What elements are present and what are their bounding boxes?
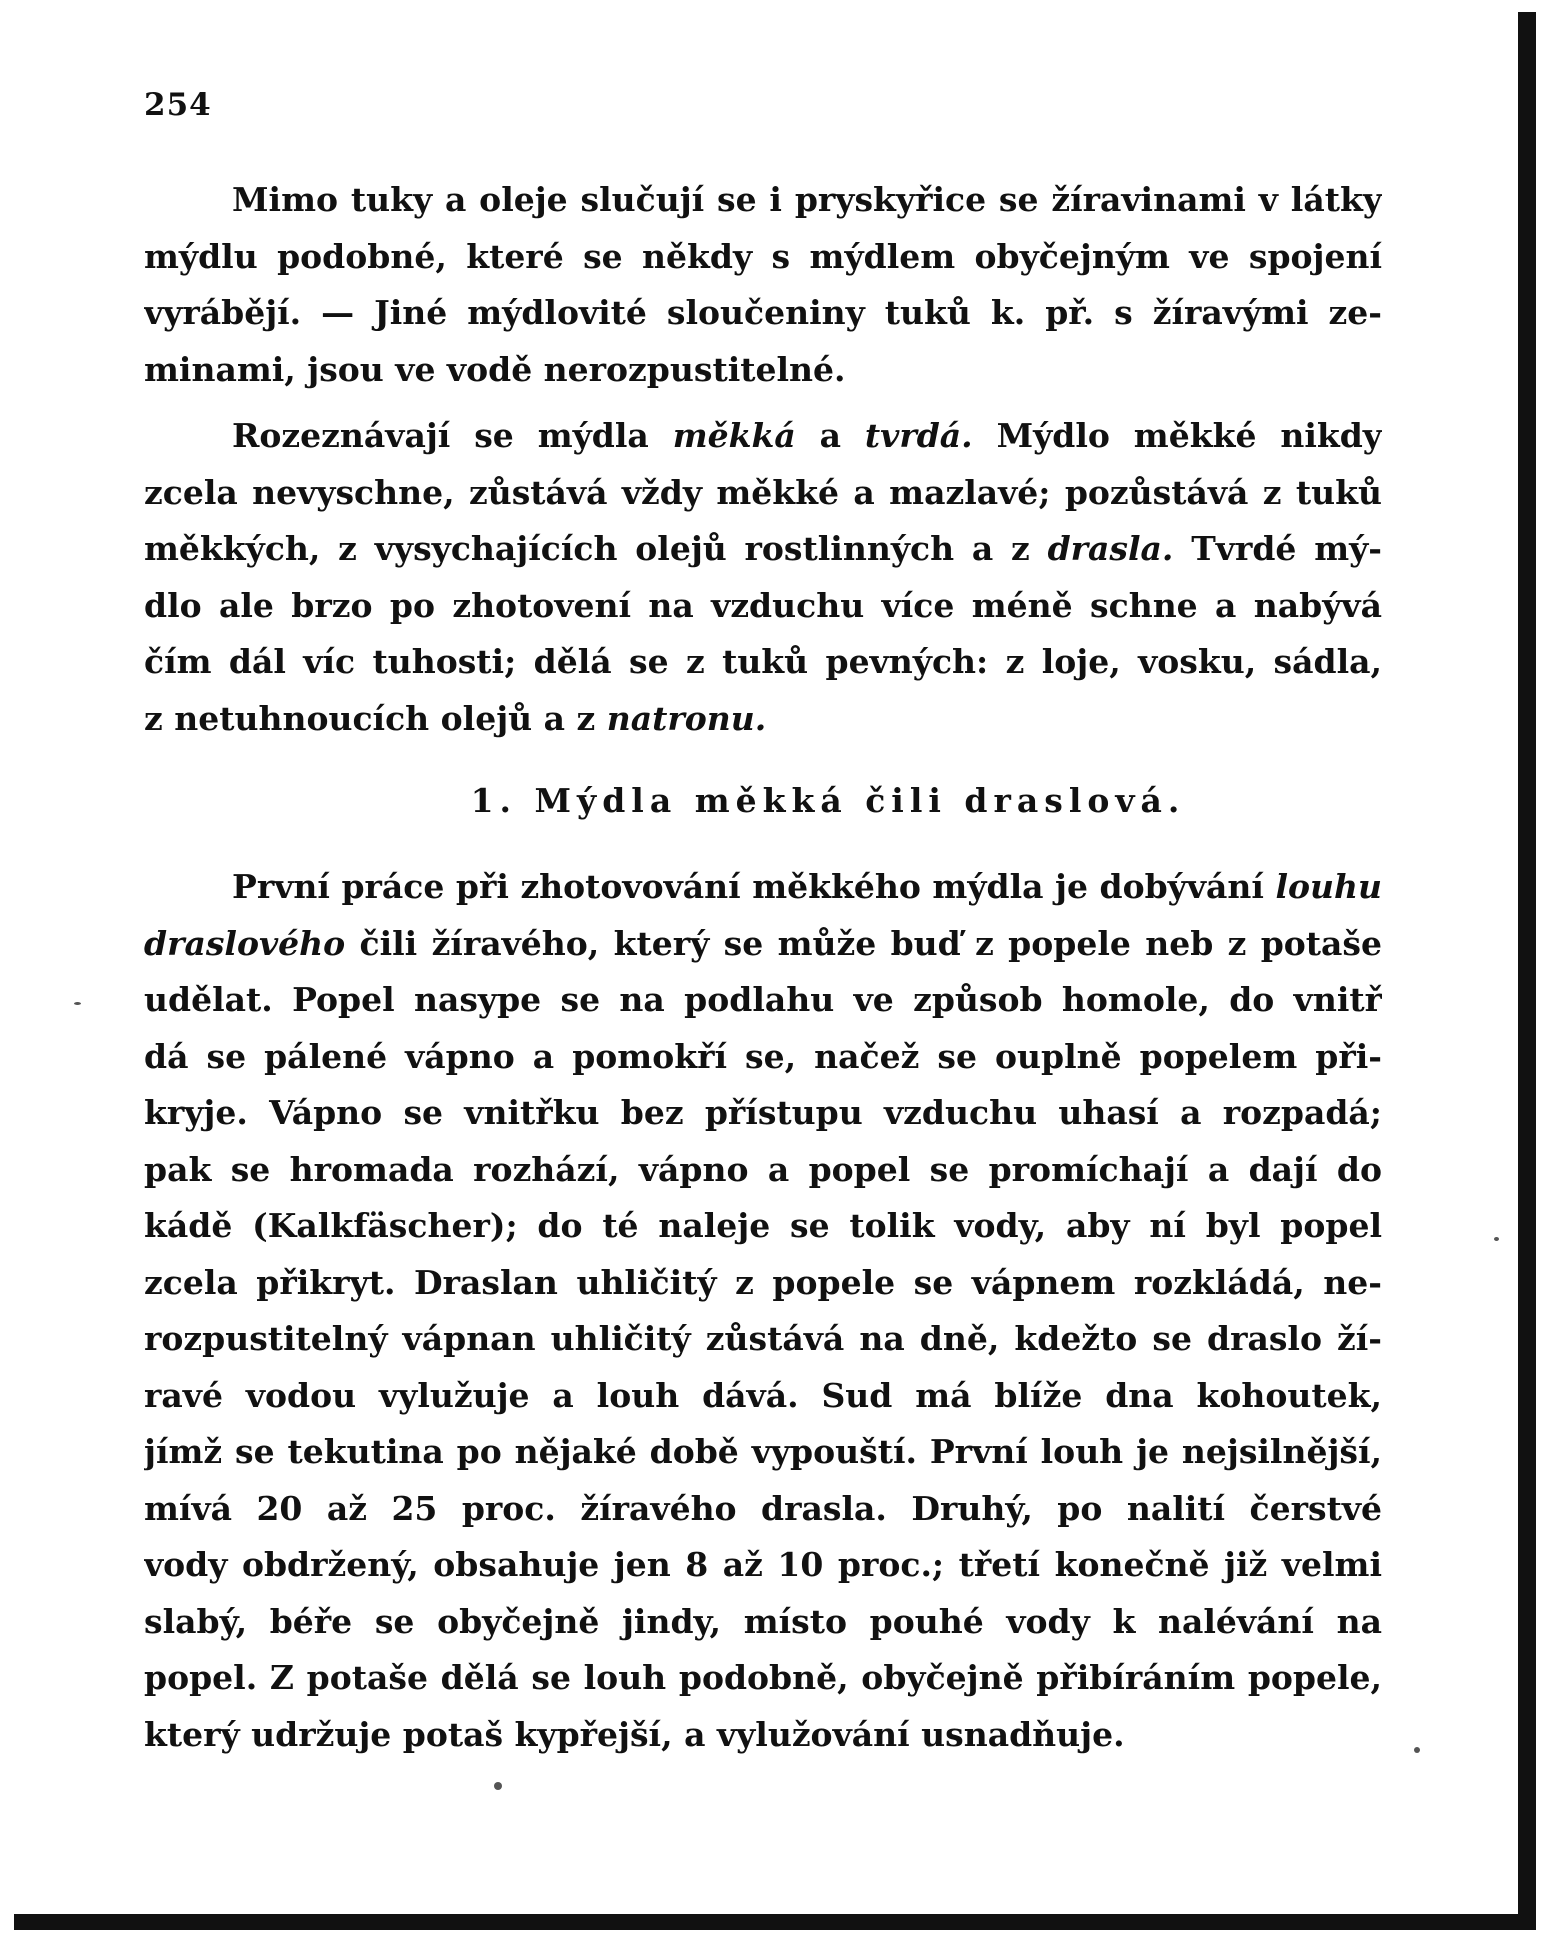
emphasis-text: měkká: [672, 416, 796, 455]
book-page: [14, 12, 1536, 1930]
print-speck: [494, 1782, 502, 1790]
text-line: popel. Z potaše dělá se louh podobně, obyčejně přibíráním popele,: [144, 1658, 1382, 1697]
text-line: mýdlu podobné, které se někdy s mýdlem obyčejným ve spojení: [144, 236, 1382, 276]
paragraph-2: [144, 408, 1382, 747]
text-line: vody obdržený, obsahuje jen 8 až 10 proc.; třetí konečně již velmi: [144, 1545, 1382, 1584]
text-run: a: [795, 416, 865, 455]
print-speck: [1414, 1747, 1420, 1753]
text-line: pak se hromada rozhází, vápno a popel se promíchají a dají do: [144, 1149, 1382, 1189]
emphasis-text: natronu.: [606, 698, 767, 738]
emphasis-text: louhu: [1275, 867, 1382, 906]
text-line: zcela přikryt. Draslan uhličitý z popele se vápnem rozkládá, ne-: [144, 1262, 1382, 1302]
text-line: [144, 859, 1382, 916]
print-speck: [1494, 1237, 1499, 1241]
text-run: měkkých, z vysychajících olejů rostlinných a z: [144, 529, 1048, 568]
text-line: slabý, béře se obyčejně jindy, místo pouhé vody k nalévání na: [144, 1601, 1382, 1641]
emphasis-text: draslového: [144, 923, 346, 963]
section-heading: 1. Mýdla měkká čili draslová.: [470, 781, 1186, 820]
text-line: rozpustitelný vápnan uhličitý zůstává na dně, kdežto se draslo ží-: [144, 1319, 1382, 1358]
text-line: dlo ale brzo po zhotovení na vzduchu více méně schne a nabývá: [144, 585, 1382, 625]
text-line: kryje. Vápno se vnitřku bez přístupu vzduchu uhasí a rozpadá;: [144, 1093, 1382, 1132]
text-line: dá se pálené vápno a pomokří se, načež se ouplně popelem při-: [144, 1036, 1382, 1076]
paragraph-1: [144, 172, 1382, 398]
text-run: První práce při zhotovování měkkého mýdla je dobývání: [232, 867, 1276, 906]
text-run: Rozeznávají se mýdla: [232, 416, 673, 455]
emphasis-text: tvrdá.: [864, 416, 973, 455]
page-number: 254: [144, 87, 212, 123]
page-text: [144, 172, 1382, 1763]
text-run: čili žíravého, který se může buď z popele neb z potaše: [345, 923, 1382, 963]
text-line: zcela nevyschne, zůstává vždy měkké a mazlavé; pozůstává z tuků: [144, 472, 1382, 512]
text-line: ravé vodou vylužuje a louh dává. Sud má blíže dna kohoutek,: [144, 1375, 1382, 1415]
text-line: vyrábějí. — Jiné mýdlovité sloučeniny tuků k. př. s žíravými ze-: [144, 293, 1382, 332]
print-speck: [74, 1002, 81, 1005]
text-line: čím dál víc tuhosti; dělá se z tuků pevných: z loje, vosku, sádla,: [144, 642, 1382, 681]
text-line: udělat. Popel nasype se na podlahu ve způsob homole, do vnitř: [144, 980, 1382, 1019]
text-line: [144, 408, 1382, 465]
emphasis-text: drasla.: [1047, 529, 1174, 568]
text-line: který udržuje potaš kypřejší, a vylužování usnadňuje.: [144, 1714, 1125, 1754]
text-run: Tvrdé mý-: [1173, 529, 1382, 568]
text-line: kádě (Kalkfäscher); do té naleje se tolik vody, aby ní byl popel: [144, 1206, 1382, 1245]
text-line: Mimo tuky a oleje slučují se i pryskyřice se žíravinami v látky: [232, 180, 1382, 219]
paragraph-3: [144, 859, 1382, 1763]
text-line: minami, jsou ve vodě nerozpustitelné.: [144, 349, 846, 389]
text-run: z netuhnoucích olejů a z: [144, 698, 607, 738]
text-line: [144, 521, 1382, 578]
text-run: Mýdlo měkké nikdy: [972, 416, 1382, 455]
text-line: jímž se tekutina po nějaké době vypouští. První louh je nejsilnější,: [144, 1432, 1382, 1471]
text-line: [144, 916, 1382, 973]
paragraph-gap: [144, 398, 1382, 408]
text-line: mívá 20 až 25 proc. žíravého drasla. Druhý, po nalití čerstvé: [144, 1488, 1382, 1528]
text-line: [144, 691, 1382, 748]
